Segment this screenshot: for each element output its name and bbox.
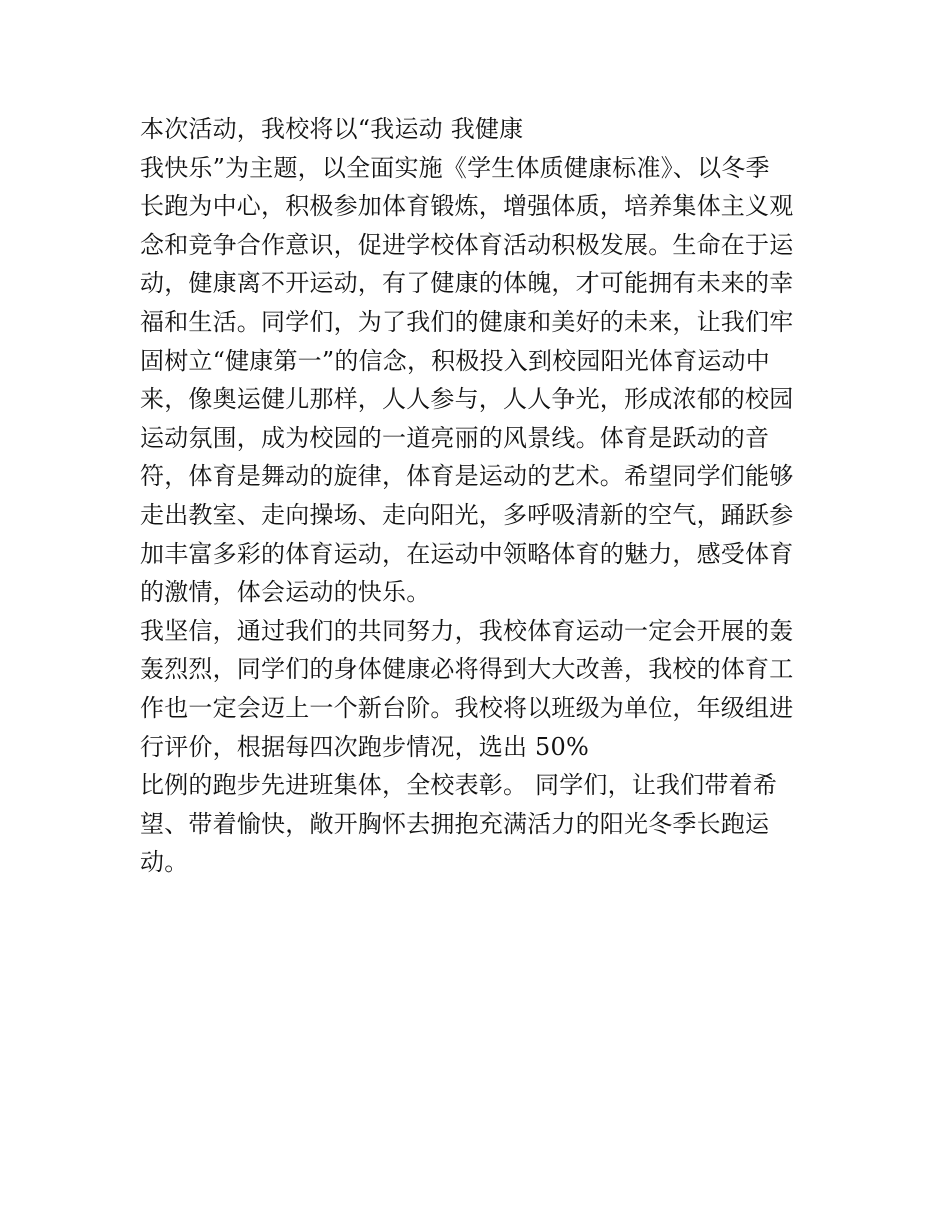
text-line: 望、带着愉快，敞开胸怀去拥抱充满活力的阳光冬季长跑运 [140,809,770,838]
text-line: 长跑为中心，积极参加体育锻炼，增强体质，培养集体主义观 [140,192,794,221]
text-line: 我快乐”为主题，以全面实施《学生体质健康标准》、以冬季 [140,153,770,182]
text-line: 动，健康离不开运动，有了健康的体魄，才可能拥有未来的幸 [140,269,794,298]
text-line: 固树立“健康第一”的信念，积极投入到校园阳光体育运动中 [140,346,770,375]
text-line: 作也一定会迈上一个新台阶。我校将以班级为单位，年级组进 [140,693,794,722]
text-line: 加丰富多彩的体育运动，在运动中领略体育的魅力，感受体育 [140,539,794,568]
text-line: 本次活动，我校将以“我运动 我健康 [140,115,524,143]
text-line: 念和竞争合作意识，促进学校体育活动积极发展。生命在于运 [140,230,794,259]
text-line: 行评价，根据每四次跑步情况，选出 50% [140,732,589,761]
text-line: 比例的跑步先进班集体，全校表彰。 同学们，让我们带着希 [140,771,778,800]
text-line: 来，像奥运健儿那样，人人参与，人人争光，形成浓郁的校园 [140,385,794,414]
text-line: 走出教室、走向操场、走向阳光，多呼吸清新的空气，踊跃参 [140,500,794,529]
text-line: 我坚信，通过我们的共同努力，我校体育运动一定会开展的轰 [140,616,794,645]
document-body [140,110,830,882]
text-line: 福和生活。同学们，为了我们的健康和美好的未来，让我们牢 [140,307,794,336]
text-line: 符，体育是舞动的旋律，体育是运动的艺术。希望同学们能够 [140,462,794,491]
text-line: 运动氛围，成为校园的一道亮丽的风景线。体育是跃动的音 [140,423,770,452]
text-line: 的激情，体会运动的快乐。 [140,578,431,607]
text-line: 轰烈烈，同学们的身体健康必将得到大大改善，我校的体育工 [140,655,794,684]
text-line: 动。 [140,848,189,877]
